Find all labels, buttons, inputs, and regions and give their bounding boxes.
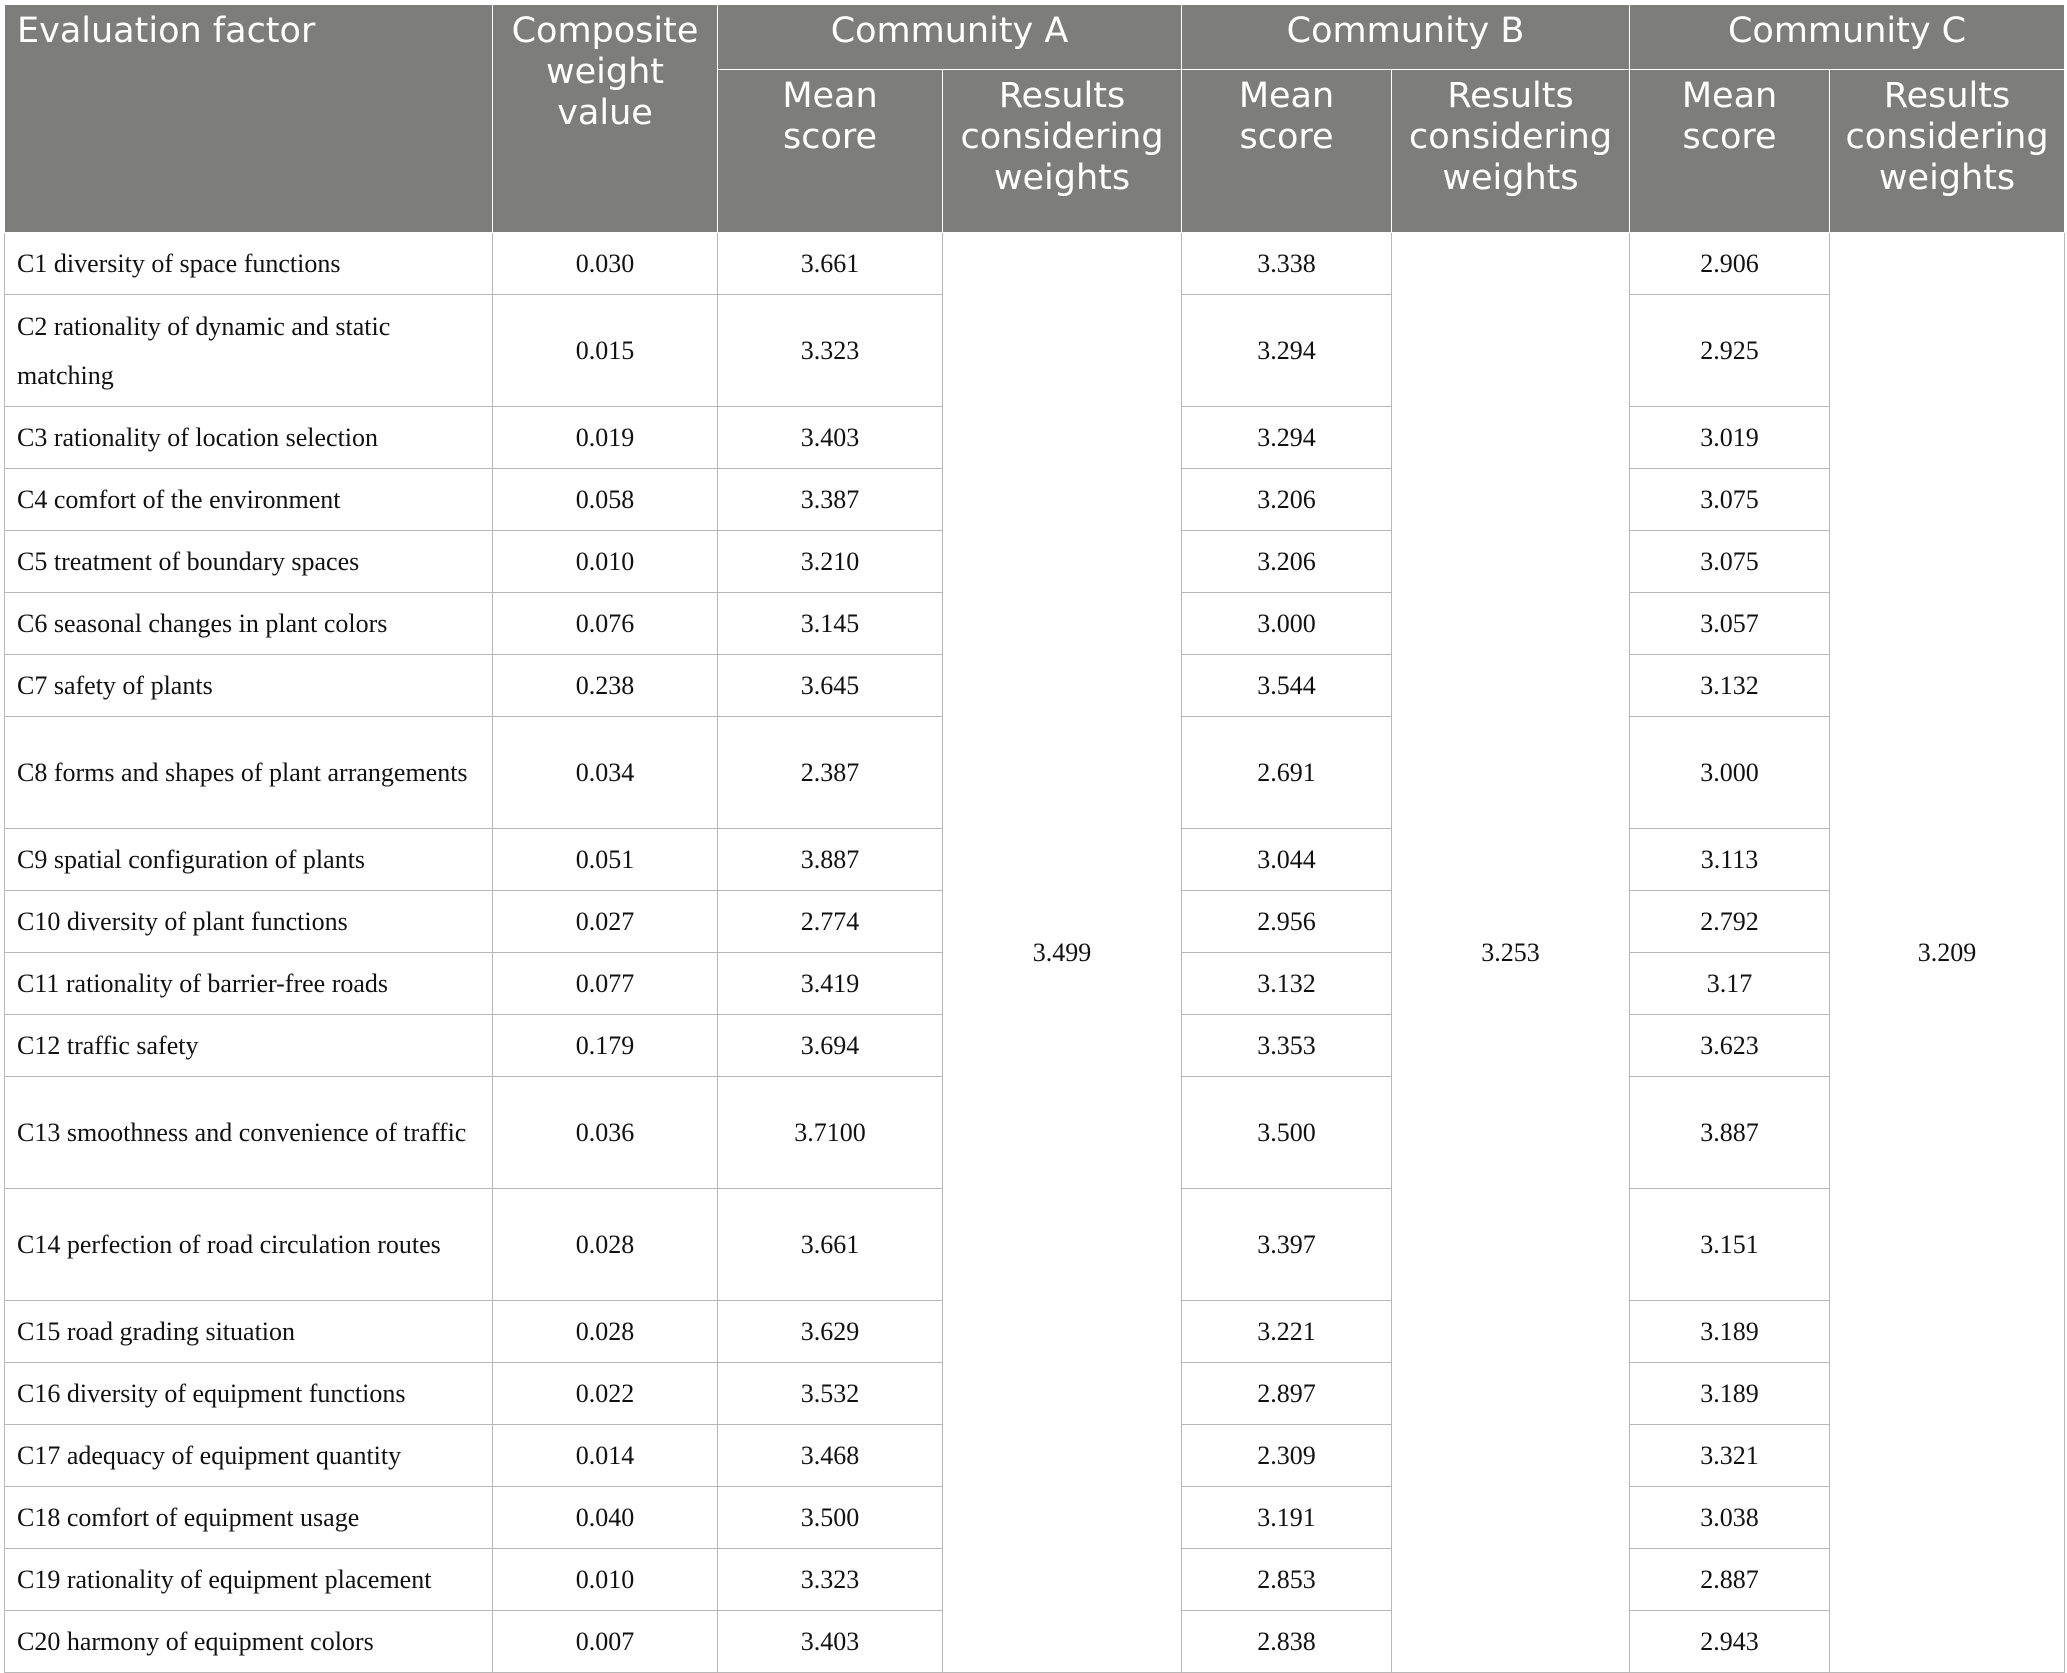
weight-cell: 0.028 [493,1301,718,1363]
weight-cell: 0.027 [493,891,718,953]
header-composite-weight: Composite weight value [493,5,718,233]
community-b-weighted-result: 3.253 [1392,233,1630,1673]
factor-cell: C2 rationality of dynamic and static matching [5,295,493,407]
factor-cell: C19 rationality of equipment placement [5,1549,493,1611]
community-b-mean-cell: 3.294 [1182,295,1392,407]
community-a-mean-cell: 3.500 [718,1487,943,1549]
community-c-mean-cell: 3.075 [1630,531,1830,593]
community-b-mean-cell: 3.544 [1182,655,1392,717]
factor-cell: C15 road grading situation [5,1301,493,1363]
community-c-mean-cell: 2.906 [1630,233,1830,295]
factor-cell: C11 rationality of barrier-free roads [5,953,493,1015]
header-row-top [5,5,2065,70]
weight-cell: 0.015 [493,295,718,407]
community-a-mean-cell: 3.210 [718,531,943,593]
community-a-mean-cell: 3.387 [718,469,943,531]
community-b-mean-cell: 2.838 [1182,1611,1392,1673]
community-c-mean-cell: 3.019 [1630,407,1830,469]
factor-cell: C10 diversity of plant functions [5,891,493,953]
community-a-mean-cell: 3.468 [718,1425,943,1487]
community-a-mean-cell: 3.403 [718,1611,943,1673]
weight-cell: 0.058 [493,469,718,531]
community-c-mean-cell: 3.321 [1630,1425,1830,1487]
community-b-mean-cell: 2.897 [1182,1363,1392,1425]
community-c-mean-cell: 2.943 [1630,1611,1830,1673]
community-a-mean-cell: 3.7100 [718,1077,943,1189]
factor-cell: C14 perfection of road circulation routes [5,1189,493,1301]
factor-cell: C13 smoothness and convenience of traffic [5,1077,493,1189]
header-c-mean-score: Mean score [1630,70,1830,233]
community-a-mean-cell: 3.694 [718,1015,943,1077]
weight-cell: 0.030 [493,233,718,295]
community-b-mean-cell: 3.000 [1182,593,1392,655]
header-a-results: Results considering weights [943,70,1182,233]
factor-cell: C16 diversity of equipment functions [5,1363,493,1425]
community-a-mean-cell: 3.629 [718,1301,943,1363]
factor-cell: C8 forms and shapes of plant arrangements [5,717,493,829]
community-c-mean-cell: 3.17 [1630,953,1830,1015]
community-c-mean-cell: 3.057 [1630,593,1830,655]
community-b-mean-cell: 2.309 [1182,1425,1392,1487]
community-b-mean-cell: 2.956 [1182,891,1392,953]
community-a-mean-cell: 3.661 [718,233,943,295]
factor-cell: C5 treatment of boundary spaces [5,531,493,593]
weight-cell: 0.040 [493,1487,718,1549]
header-b-results: Results considering weights [1392,70,1630,233]
weight-cell: 0.179 [493,1015,718,1077]
community-c-mean-cell: 3.113 [1630,829,1830,891]
community-c-weighted-result: 3.209 [1830,233,2065,1673]
community-c-mean-cell: 2.792 [1630,891,1830,953]
factor-cell: C12 traffic safety [5,1015,493,1077]
community-a-mean-cell: 3.323 [718,295,943,407]
weight-cell: 0.007 [493,1611,718,1673]
weight-cell: 0.051 [493,829,718,891]
factor-cell: C1 diversity of space functions [5,233,493,295]
header-community-b: Community B [1182,5,1630,70]
community-b-mean-cell: 3.206 [1182,469,1392,531]
factor-cell: C18 comfort of equipment usage [5,1487,493,1549]
weight-cell: 0.238 [493,655,718,717]
community-a-mean-cell: 3.887 [718,829,943,891]
weight-cell: 0.019 [493,407,718,469]
community-b-mean-cell: 3.206 [1182,531,1392,593]
factor-cell: C17 adequacy of equipment quantity [5,1425,493,1487]
factor-cell: C4 comfort of the environment [5,469,493,531]
community-b-mean-cell: 3.500 [1182,1077,1392,1189]
factor-cell: C6 seasonal changes in plant colors [5,593,493,655]
community-c-mean-cell: 3.189 [1630,1301,1830,1363]
community-b-mean-cell: 3.397 [1182,1189,1392,1301]
header-evaluation-factor: Evaluation factor [5,5,493,233]
weight-cell: 0.014 [493,1425,718,1487]
weight-cell: 0.010 [493,531,718,593]
community-c-mean-cell: 3.151 [1630,1189,1830,1301]
community-a-mean-cell: 3.403 [718,407,943,469]
community-c-mean-cell: 3.623 [1630,1015,1830,1077]
community-c-mean-cell: 3.132 [1630,655,1830,717]
weight-cell: 0.077 [493,953,718,1015]
community-a-mean-cell: 3.532 [718,1363,943,1425]
weight-cell: 0.022 [493,1363,718,1425]
community-a-mean-cell: 3.419 [718,953,943,1015]
community-b-mean-cell: 3.044 [1182,829,1392,891]
factor-cell: C20 harmony of equipment colors [5,1611,493,1673]
community-b-mean-cell: 3.294 [1182,407,1392,469]
community-a-mean-cell: 2.774 [718,891,943,953]
community-a-mean-cell: 3.645 [718,655,943,717]
community-c-mean-cell: 3.887 [1630,1077,1830,1189]
community-a-mean-cell: 3.323 [718,1549,943,1611]
community-a-weighted-result: 3.499 [943,233,1182,1673]
community-b-mean-cell: 3.353 [1182,1015,1392,1077]
community-a-mean-cell: 3.661 [718,1189,943,1301]
header-c-results: Results considering weights [1830,70,2065,233]
community-b-mean-cell: 3.191 [1182,1487,1392,1549]
table-body [5,233,2065,1673]
community-a-mean-cell: 2.387 [718,717,943,829]
community-c-mean-cell: 2.887 [1630,1549,1830,1611]
table-row [5,233,2065,295]
factor-cell: C9 spatial configuration of plants [5,829,493,891]
community-c-mean-cell: 3.038 [1630,1487,1830,1549]
weight-cell: 0.076 [493,593,718,655]
evaluation-table [4,4,2065,1673]
header-a-mean-score: Mean score [718,70,943,233]
header-community-c: Community C [1630,5,2065,70]
header-community-a: Community A [718,5,1182,70]
community-c-mean-cell: 3.189 [1630,1363,1830,1425]
community-b-mean-cell: 3.338 [1182,233,1392,295]
community-b-mean-cell: 2.853 [1182,1549,1392,1611]
community-c-mean-cell: 3.000 [1630,717,1830,829]
community-b-mean-cell: 2.691 [1182,717,1392,829]
header-b-mean-score: Mean score [1182,70,1392,233]
community-c-mean-cell: 3.075 [1630,469,1830,531]
community-b-mean-cell: 3.221 [1182,1301,1392,1363]
factor-cell: C7 safety of plants [5,655,493,717]
weight-cell: 0.028 [493,1189,718,1301]
weight-cell: 0.010 [493,1549,718,1611]
weight-cell: 0.036 [493,1077,718,1189]
community-a-mean-cell: 3.145 [718,593,943,655]
community-c-mean-cell: 2.925 [1630,295,1830,407]
community-b-mean-cell: 3.132 [1182,953,1392,1015]
factor-cell: C3 rationality of location selection [5,407,493,469]
weight-cell: 0.034 [493,717,718,829]
